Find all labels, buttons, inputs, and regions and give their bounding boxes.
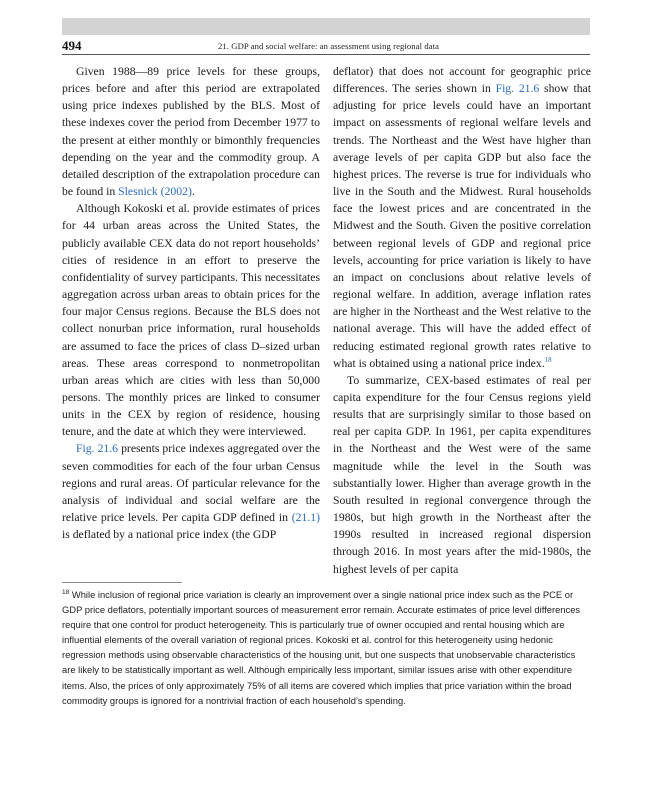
footnote [62, 587, 590, 708]
footnote-text: While inclusion of regional price variation is clearly an improvement over a single national price index such as the PCE or GDP price deflators, potentially important sources of measurement error remain. Accurate estimates of price level differences require that one control for product heterogeneity. This is particularly true of owner occupied and rental housing which are influential elements of the overall variation of regional prices. Kokoski et al. control for this heterogeneity using hedonic regression methods using observable characteristics of the housing unit, but one suspects that unobservable characteristics are likely to be statistically important as well. Although empirically less important, similar issues arise with other expenditure items. Also, the prices of only approximately 75% of all items are covered which implies that price variation within the broad commodity groups is ignored for a nontrivial fraction of each household’s spending. [62, 589, 581, 706]
paragraph: Although Kokoski et al. provide estimates of prices for 44 urban areas across the United States, the publicly available CEX data do not report households’ cities of residence in an effort to preserve the confidentiality of survey participants. This necessitates aggregation across urban areas to obtain prices for the four major Census regions. Because the BLS does not collect nonurban price information, rural households are assumed to face the prices of class D–sized urban areas. These areas correspond to nonmetropolitan urban areas which are cities with less than 50,000 persons. The monthly prices are linked to consumer units in the CEX by region of residence, housing tenure, and the date at which they were interviewed. [62, 202, 320, 439]
running-head [62, 36, 590, 55]
footnote-number: 18 [62, 589, 70, 596]
footnote-ref-18[interactable]: 18 [544, 355, 552, 364]
paragraph [62, 440, 320, 543]
paragraph-text: is deflated by a national price index (the GDP [62, 528, 277, 542]
citation-link-slesnick[interactable]: Slesnick (2002) [118, 185, 192, 199]
paragraph-text: deflator) that does not account for geographic price differences. The series shown in [333, 65, 591, 96]
paragraph-text: . [191, 185, 195, 199]
footnote-divider [62, 582, 182, 583]
figure-link-21-6[interactable]: Fig. 21.6 [495, 82, 540, 96]
paragraph [333, 63, 591, 372]
paragraph-text: Given 1988—89 price levels for these groups, prices before and after this period are extrapolated using price indexes published by the BLS. Most of these indexes cover the period from December 1977 to the present at either monthly or bimonthly frequencies depending on the year and the commodity group. A detailed description of the extrapolation procedure can be found in [62, 65, 320, 199]
right-column [333, 63, 591, 578]
page-number: 494 [62, 38, 82, 53]
equation-link-21-1[interactable]: (21.1) [291, 511, 320, 525]
left-column [62, 63, 320, 543]
figure-link-21-6[interactable]: Fig. 21.6 [76, 442, 119, 456]
paragraph: To summarize, CEX-based estimates of real per capita expenditure for the four Census regions yield results that are surprisingly similar to those based on real per capita GDP. In 1961, per capita expenditures in the Northeast and the West were of the same magnitude while the level in the South was substantially lower. Higher than average growth in the South resulted in regional convergence through the 1980s, but high growth in the Northeast after the 1990s resulted in increased regional dispersion through 2016. In most years after the mid-1980s, the highest levels of per capita [333, 373, 591, 576]
header-bar [62, 18, 590, 35]
chapter-title: 21. GDP and social welfare: an assessment using regional data [218, 41, 440, 51]
paragraph [62, 63, 320, 200]
paragraph-text: show that adjusting for price levels could have an important impact on assessments of regional welfare levels and trends. The Northeast and the West have higher than average levels of per capita GDP but also face the highest prices. The reverse is true for individuals who live in the South and the Midwest. Rural households face the lowest prices and are concentrated in the Midwest and the South. Given the positive correlation between regional levels of GDP and regional price levels, accounting for price variation is likely to have an impact on conclusions about relative levels of regional welfare. In addition, average inflation rates are higher in the Northeast and the West relative to the national average. This will have the added effect of reducing estimated regional growth rates relative to what is obtained using a national price index. [333, 82, 591, 370]
paragraph-text: presents price indexes aggregated over the seven commodities for each of the four urban Census regions and rural areas. Of particular relevance for the analysis of individual and social welfare are the relative price levels. Per capita GDP defined in [62, 442, 321, 525]
